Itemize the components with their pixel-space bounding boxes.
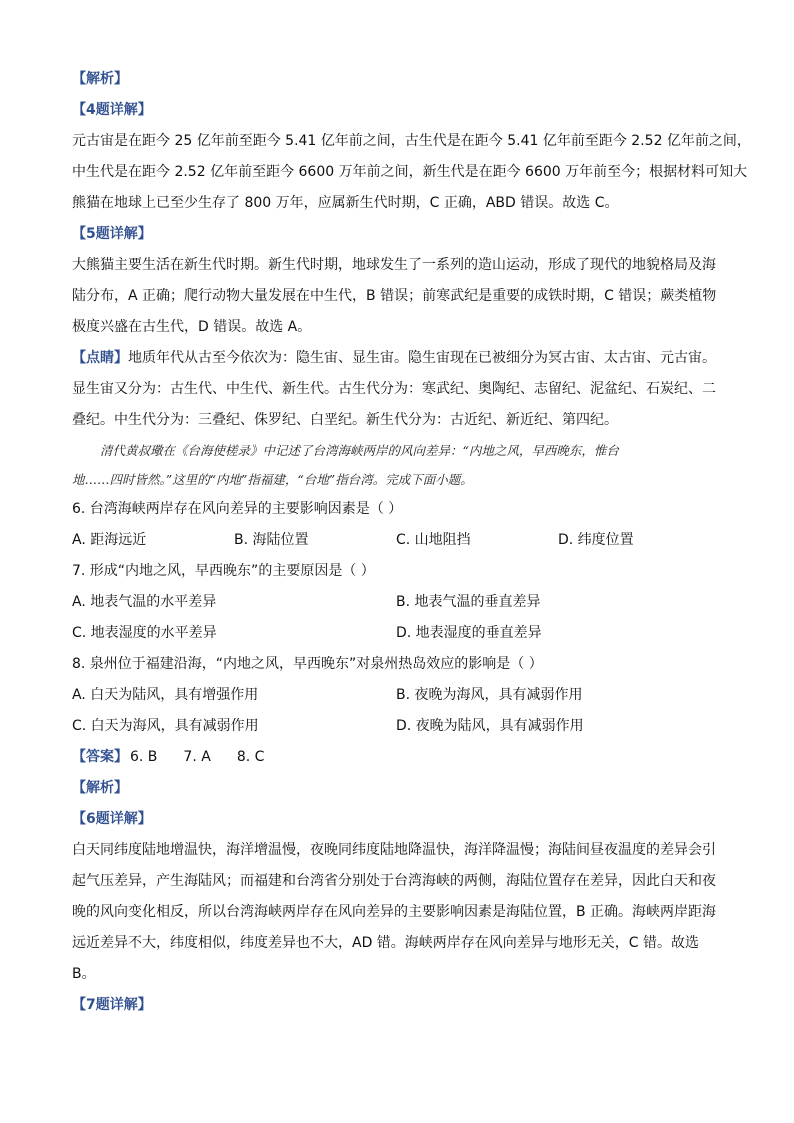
key-point-tag: 【点睛】: [72, 350, 128, 366]
question-options: [72, 711, 722, 742]
option: C. 地表湿度的水平差异: [72, 625, 217, 641]
option: B. 海陆位置: [234, 532, 309, 548]
question-options: [72, 680, 722, 711]
q4-explanation: [72, 126, 751, 219]
option: B. 地表气温的垂直差异: [396, 594, 541, 610]
question-stem: 7. 形成“内地之风，早西晚东”的主要原因是（ ）: [72, 563, 375, 579]
option: A. 地表气温的水平差异: [72, 594, 217, 610]
page-content: [72, 64, 751, 1021]
option: C. 白天为海风，具有减弱作用: [72, 718, 259, 734]
question-options: [72, 618, 722, 649]
q6-detail-heading: 【6题详解】: [72, 811, 152, 827]
option: D. 夜晚为陆风，具有减弱作用: [396, 718, 584, 734]
answer-line: [72, 742, 722, 773]
passage-line: 地……四时皆然。”这里的“内地”指福建，“台地”指台湾。完成下面小题。: [72, 472, 473, 487]
option: A. 白天为陆风，具有增强作用: [72, 687, 259, 703]
text-line: 大熊猫主要生活在新生代时期。新生代时期，地球发生了一系列的造山运动，形成了现代的地貌格局及海: [72, 257, 716, 273]
option: D. 地表湿度的垂直差异: [396, 625, 542, 641]
text-line: 显生宙又分为：古生代、中生代、新生代。古生代分为：寒武纪、奥陶纪、志留纪、泥盆纪、石炭纪、二: [72, 381, 716, 397]
question-stem: 8. 泉州位于福建沿海，“内地之风，早西晚东”对泉州热岛效应的影响是（ ）: [72, 656, 543, 672]
answer-item: 7. A: [183, 749, 211, 765]
q7-detail-heading: 【7题详解】: [72, 997, 152, 1013]
text-line: B。: [72, 966, 96, 982]
option: B. 夜晚为海风，具有减弱作用: [396, 687, 583, 703]
option: D. 纬度位置: [558, 532, 634, 548]
option: A. 距海远近: [72, 532, 147, 548]
text-line: 起气压差异，产生海陆风；而福建和台湾省分别处于台湾海峡的两侧，海陆位置存在差异，因此白天和夜: [72, 873, 716, 889]
analysis-heading: 【解析】: [72, 71, 128, 87]
analysis-heading: 【解析】: [72, 780, 128, 796]
question-options: [72, 525, 722, 556]
text-line: [72, 343, 722, 374]
text-line: 晚的风向变化相反，所以台湾海峡两岸存在风向差异的主要影响因素是海陆位置，B 正确。海峡两岸距海: [72, 904, 717, 920]
answer-item: 6. B: [130, 749, 158, 765]
q5-explanation: [72, 250, 722, 343]
passage-line: 清代黄叔璥在《台海使槎录》中记述了台湾海峡两岸的风向差异：“内地之风，早西晚东，惟台: [100, 443, 619, 458]
text-line: 白天同纬度陆地增温快，海洋增温慢，夜晚同纬度陆地降温快，海洋降温慢；海陆间昼夜温度的差异会引: [72, 842, 716, 858]
q5-detail-heading: 【5题详解】: [72, 226, 152, 242]
option: C. 山地阻挡: [396, 532, 471, 548]
answer-item: 8. C: [236, 749, 265, 765]
q6-explanation: [72, 835, 722, 990]
key-point: [72, 343, 722, 436]
text-line: 远近差异不大，纬度相似，纬度差异也不大，AD 错。海峡两岸存在风向差异与地形无关，C 错。故选: [72, 935, 700, 951]
text-line: 叠纪。中生代分为：三叠纪、侏罗纪、白垩纪。新生代分为：古近纪、新近纪、第四纪。: [72, 412, 618, 428]
text-line: 中生代是在距今 2.52 亿年前至距今 6600 万年前之间，新生代是在距今 6600 万年前至今；根据材料可知大: [72, 164, 748, 180]
answer-tag: 【答案】: [72, 749, 128, 765]
q4-detail-heading: 【4题详解】: [72, 102, 152, 118]
text-line: 熊猫在地球上已至少生存了 800 万年，应属新生代时期，C 正确，ABD 错误。故选 C。: [72, 195, 619, 211]
text-line: 陆分布，A 正确；爬行动物大量发展在中生代，B 错误；前寒武纪是重要的成铁时期，C 错误；蕨类植物: [72, 288, 717, 304]
question-options: [72, 587, 722, 618]
question-stem: 6. 台湾海峡两岸存在风向差异的主要影响因素是（ ）: [72, 501, 403, 517]
key-point-text: 地质年代从古至今依次为：隐生宙、显生宙。隐生宙现在已被细分为冥古宙、太古宙、元古宙。: [128, 350, 716, 366]
reading-passage: [72, 436, 722, 494]
text-line: 元古宙是在距今 25 亿年前至距今 5.41 亿年前之间，古生代是在距今 5.41 亿年前至距今 2.52 亿年前之间，: [72, 133, 751, 149]
text-line: 极度兴盛在古生代，D 错误。故选 A。: [72, 319, 312, 335]
